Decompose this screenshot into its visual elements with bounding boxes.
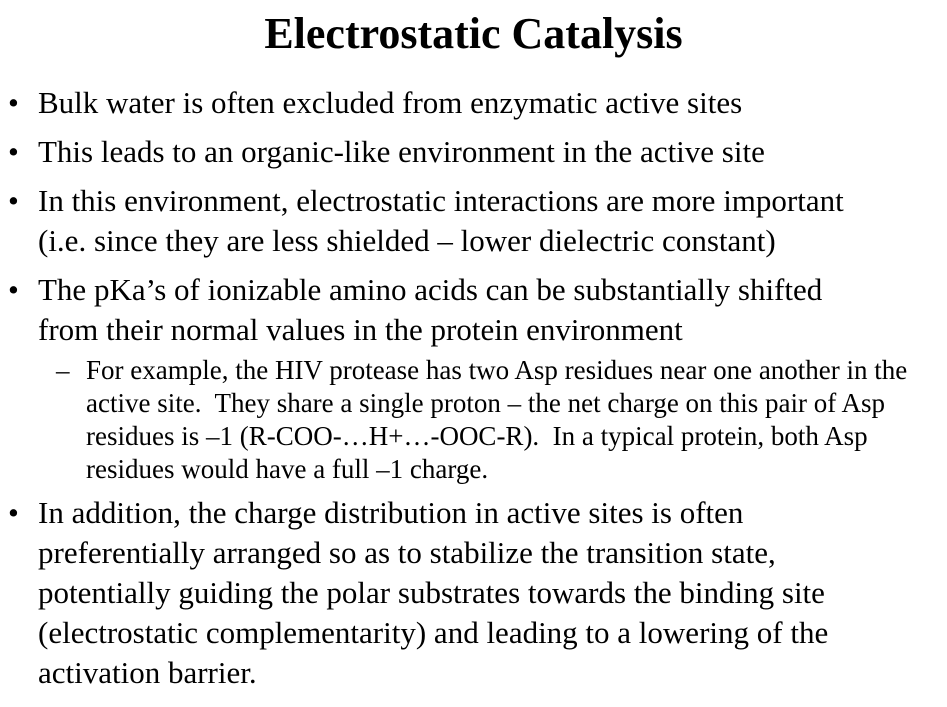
bullet-item [0,493,947,693]
bullet-text [38,83,742,123]
bullet-line: This leads to an organic-like environment in the active site [38,134,765,169]
bullet-line: from their normal values in the protein environment [38,312,683,347]
bullet-line: The pKa’s of ionizable amino acids can be substantially shifted [38,272,823,307]
bullet-text [38,132,765,172]
sub-bullet-line: For example, the HIV protease has two Asp residues near one another in the [86,355,908,385]
bullet-item [0,181,947,261]
bullet-line: activation barrier. [38,655,257,690]
slide-title: Electrostatic Catalysis [264,9,683,58]
sub-bullet-line: residues is –1 (R-COO-…H+…-OOC-R). In a typical protein, both Asp [86,421,868,451]
bullet-line: (electrostatic complementarity) and leading to a lowering of the [38,615,829,650]
bullet-item [0,270,947,350]
bullet-line: (i.e. since they are less shielded – lower dielectric constant) [38,223,776,258]
bullet-text [38,493,828,693]
bullet-line: potentially guiding the polar substrates towards the binding site [38,575,825,610]
bullet-item [0,83,947,123]
bullet-dot-icon: • [8,85,19,120]
sub-bullet-line: residues would have a full –1 charge. [86,454,489,484]
bullet-line: In addition, the charge distribution in active sites is often [38,495,744,530]
bullet-line: preferentially arranged so as to stabilize the transition state, [38,535,776,570]
bullet-dot-icon: • [8,134,19,169]
bullet-text [38,270,822,350]
sub-bullet-text [86,354,907,486]
sub-bullet-line: active site. They share a single proton – the net charge on this pair of Asp [86,388,886,418]
sub-bullet-item [56,354,947,486]
bullet-dot-icon: • [8,495,19,530]
bullet-item [0,132,947,172]
bullet-line: In this environment, electrostatic interactions are more important [38,183,844,218]
bullet-dot-icon: • [8,183,19,218]
slide-body [0,83,947,693]
bullet-dot-icon: • [8,272,19,307]
sub-bullet-dash-icon: – [56,355,70,385]
bullet-line: Bulk water is often excluded from enzymatic active sites [38,85,743,120]
bullet-text [38,181,844,261]
